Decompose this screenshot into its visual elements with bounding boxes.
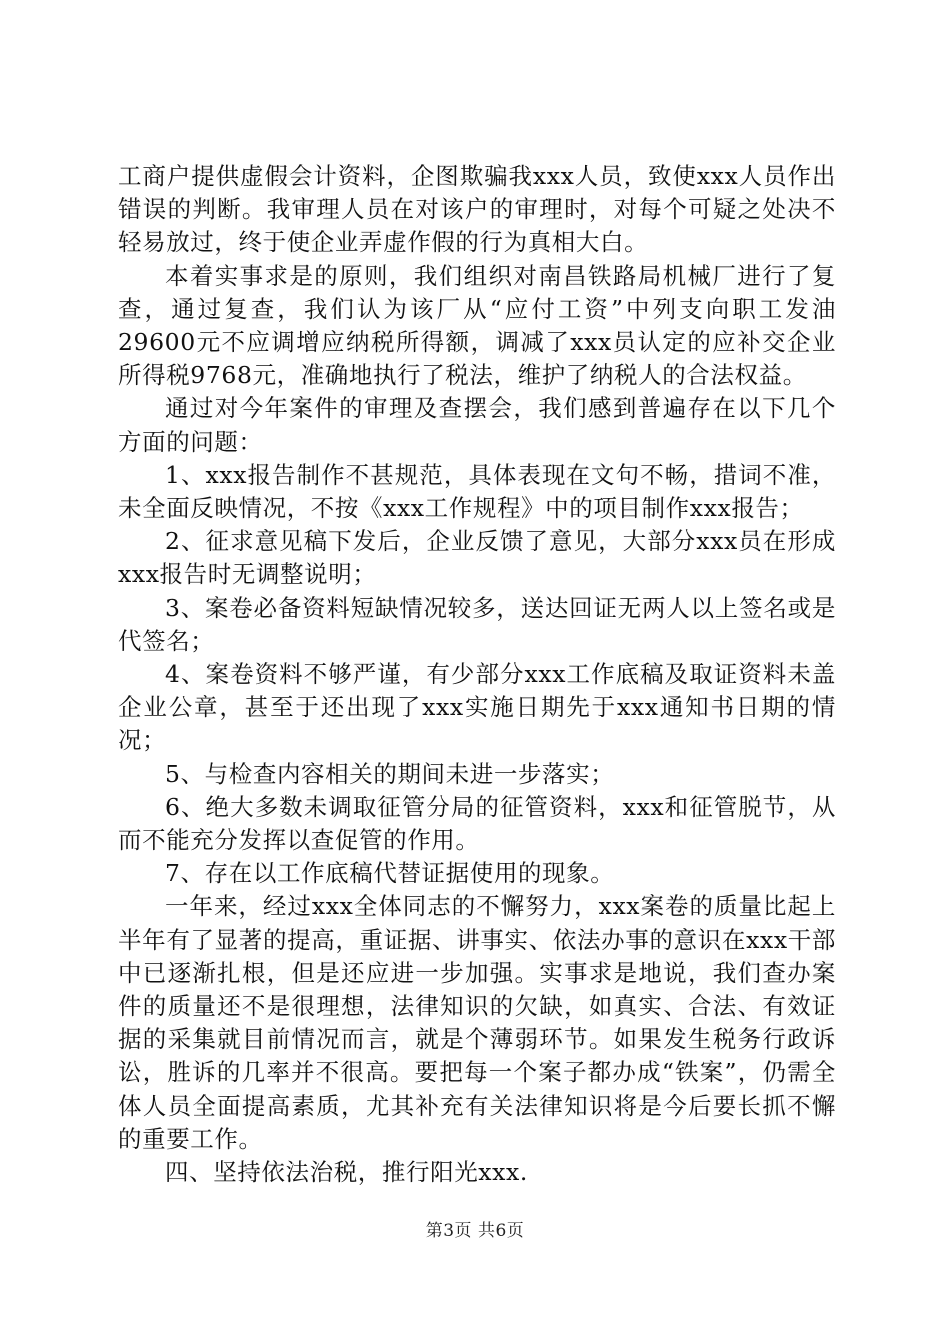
list-item-problem-4: 4、案卷资料不够严谨，有少部分xxx工作底稿及取证资料未盖企业公章，甚至于还出现了xxx实施日期先于xxx通知书日期的情况； [118, 660, 836, 755]
paragraph-year-summary: 一年来，经过xxx全体同志的不懈努力，xxx案卷的质量比起上半年有了显著的提高，重证据、讲事实、依法办事的意识在xxx干部中已逐渐扎根，但是还应进一步加强。实事求是地说，我们查办案件的质量还不是很理想，法律知识的欠缺，如真实、合法、有效证据的采集就目前情况而言，就是个薄弱环节。如果发生税务行政诉讼，胜诉的几率并不很高。要把每一个案子都办成“铁案”，仍需全体人员全面提高素质，尤其补充有关法律知识将是今后要长抓不懈的重要工作。 [118, 892, 836, 1153]
list-item-problem-5: 5、与检查内容相关的期间未进一步落实； [165, 759, 615, 788]
list-item-problem-6: 6、绝大多数未调取征管分局的征管资料，xxx和征管脱节，从而不能充分发挥以查促管的作用。 [118, 792, 836, 855]
list-item-problem-7: 7、存在以工作底稿代替证据使用的现象。 [165, 859, 615, 888]
section-heading-four: 四、坚持依法治税，推行阳光xxx. [165, 1158, 528, 1187]
paragraph-continued: 工商户提供虚假会计资料，企图欺骗我xxx人员，致使xxx人员作出错误的判断。我审理人员在对该户的审理时，对每个可疑之处决不轻易放过，终于使企业弄虚作假的行为真相大白。 [118, 162, 836, 257]
list-item-problem-3: 3、案卷必备资料短缺情况较多，送达回证无两人以上签名或是代签名； [118, 593, 836, 655]
list-item-problem-1: 1、xxx报告制作不甚规范，具体表现在文句不畅，措词不准，未全面反映情况，不按《xxx工作规程》中的项目制作xxx报告； [118, 460, 836, 523]
paragraph-review-case: 本着实事求是的原则，我们组织对南昌铁路局机械厂进行了复查，通过复查，我们认为该厂从“应付工资”中列支向职工发油29600元不应调增应纳税所得额，调减了xxx员认定的应补交企业所得税9768元，准确地执行了税法，维护了纳税人的合法权益。 [118, 261, 836, 390]
document-body [118, 160, 836, 1189]
paragraph-problems-intro: 通过对今年案件的审理及查摆会，我们感到普遍存在以下几个方面的问题： [118, 394, 836, 456]
page-number-footer: 第3页 共6页 [425, 1221, 525, 1241]
list-item-problem-2: 2、征求意见稿下发后，企业反馈了意见，大部分xxx员在形成xxx报告时无调整说明； [118, 527, 836, 589]
